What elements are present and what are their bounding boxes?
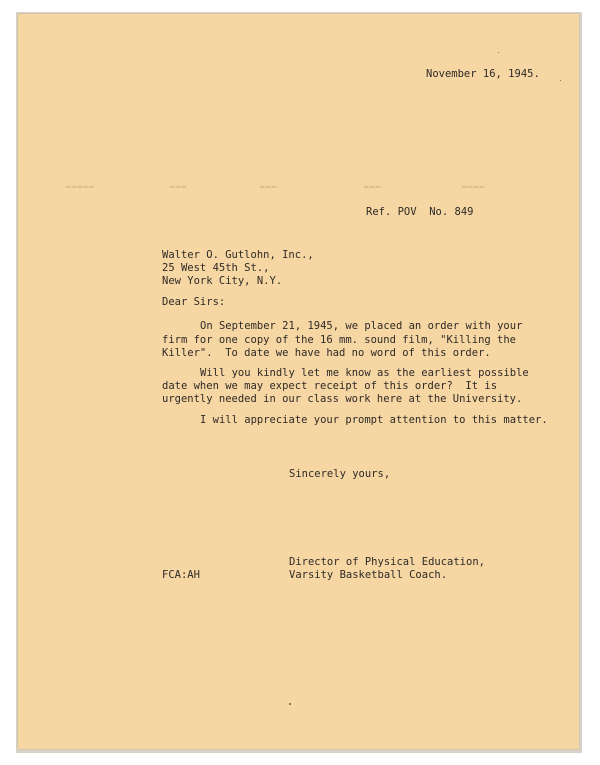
recipient-line: New York City, N.Y. [162,275,283,287]
typist-initials: FCA:AH [162,569,200,581]
letter-date: November 16, 1945. [426,68,540,80]
paper-speck [289,703,291,705]
recipient-line: 25 West 45th St., [162,262,270,274]
bleed-through-mark: ▬▬▬ [170,182,188,191]
body-line: Killer". To date we have had no word of this order. [162,347,491,359]
body-line: I will appreciate your prompt attention to this matter. [200,414,548,426]
paper-speck [498,52,499,53]
bleed-through-mark: ▬▬▬▬▬ [66,182,96,191]
body-line: Will you kindly let me know as the earliest possible [200,367,529,379]
body-line: firm for one copy of the 16 mm. sound film, "Killing the [162,334,517,346]
paper-speck [560,80,561,81]
reference-number: Ref. POV No. 849 [366,206,474,218]
signature-line: Varsity Basketball Coach. [289,569,448,581]
bleed-through-mark: ▬▬▬ [364,182,382,191]
bleed-through-mark: ▬▬▬▬ [462,182,486,191]
signature-line: Director of Physical Education, [289,556,485,568]
closing: Sincerely yours, [289,468,391,480]
body-line: urgently needed in our class work here at the University. [162,393,523,405]
recipient-line: Walter O. Gutlohn, Inc., [162,249,314,261]
body-line: On September 21, 1945, we placed an order with your [200,320,523,332]
salutation: Dear Sirs: [162,296,226,308]
bleed-through-mark: ▬▬▬ [260,182,278,191]
body-line: date when we may expect receipt of this order? It is [162,380,498,392]
